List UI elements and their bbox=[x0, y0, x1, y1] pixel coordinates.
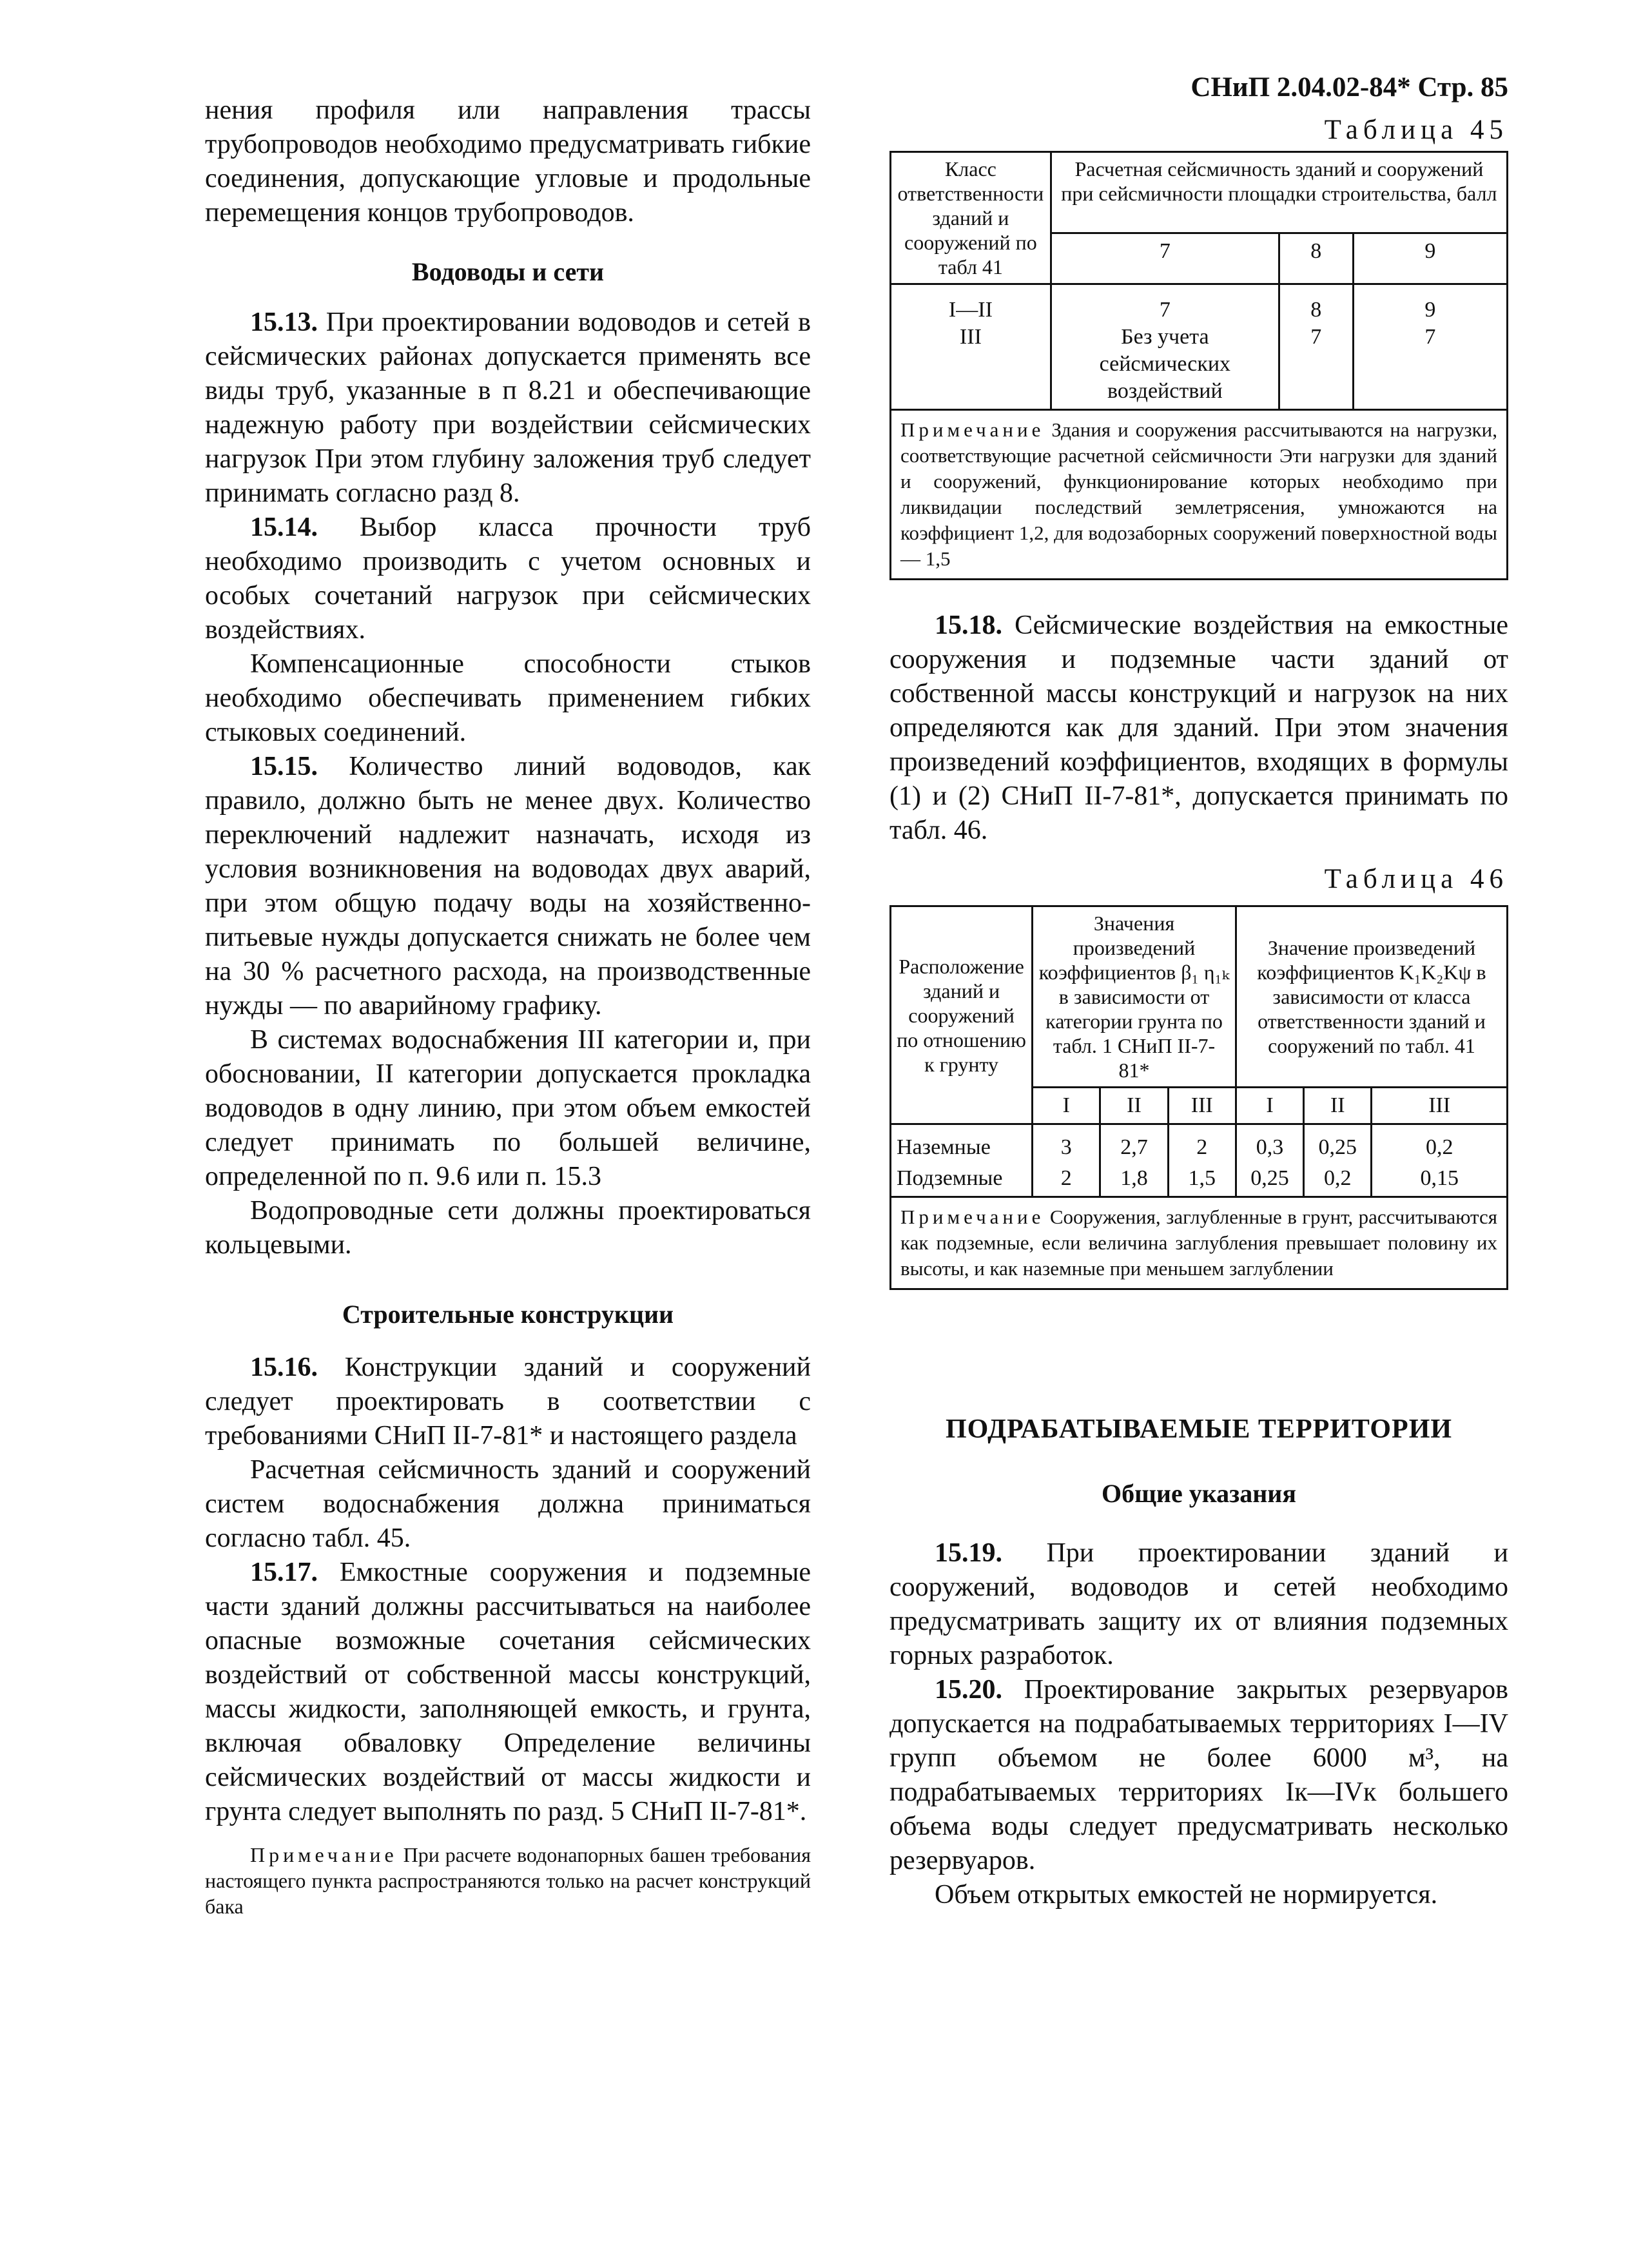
t45-col7-row1: 7 bbox=[1159, 298, 1171, 322]
t46-cell: 0,2 bbox=[1372, 1124, 1508, 1166]
t45-header-seismicity: Расчетная сейсмичность зданий и сооружений при сейсмичности площадки строительства, балл bbox=[1051, 152, 1507, 233]
t46-sub-1: I bbox=[1033, 1088, 1100, 1124]
t45-col9-row1: 9 bbox=[1424, 298, 1436, 322]
section-undermined-heading: ПОДРАБАТЫВАЕМЫЕ ТЕРРИТОРИИ bbox=[945, 1414, 1453, 1444]
t46-row-name: Наземные bbox=[891, 1124, 1033, 1166]
paragraph-number: 15.15. bbox=[250, 752, 318, 781]
paragraph-number: 15.16. bbox=[250, 1353, 318, 1382]
table-46-caption: Таблица 46 bbox=[1324, 864, 1508, 894]
section-structures-heading: Строительные конструкции bbox=[342, 1300, 674, 1329]
paragraph-compensation: Компенсационные способности стыков необходимо обеспечивать применением гибких стыковых соединений. bbox=[205, 649, 811, 747]
note-label: Примечание bbox=[250, 1843, 398, 1866]
paragraph-number: 15.20. bbox=[935, 1675, 1002, 1705]
paragraph-text: Проектирование закрытых резервуаров допускается на подрабатываемых территориях I—IV групп объемом не более 6000 м³, на подрабатываемых территориях Iк—IVк большего объема воды следует предусматривать несколько резервуаров. bbox=[889, 1675, 1509, 1875]
paragraph-15-18 bbox=[889, 609, 1508, 848]
t45-col8-cell bbox=[1279, 284, 1353, 410]
paragraph-15-16 bbox=[205, 1351, 811, 1453]
t45-header-8: 8 bbox=[1279, 233, 1353, 284]
note-text: При расчете водонапорных башен требования настоящего пункта распространяются только на расчет конструкций бака bbox=[205, 1843, 811, 1918]
section-general-heading: Общие указания bbox=[1102, 1479, 1296, 1508]
paragraph-15-20 bbox=[889, 1673, 1508, 1878]
note-text: Сооружения, заглубленные в грунт, рассчитываются как подземные, если величина заглубления превышает половину их высоты, и как наземные при меньшем заглублении bbox=[900, 1206, 1498, 1280]
t46-sub-2: II bbox=[1100, 1088, 1168, 1124]
table-45 bbox=[889, 151, 1508, 580]
paragraph-number: 15.14. bbox=[250, 513, 318, 542]
page-header: СНиП 2.04.02-84* Стр. 85 bbox=[1190, 72, 1508, 103]
paragraph-seismicity: Расчетная сейсмичность зданий и сооружений систем водоснабжения должна приниматься согласно табл. 45. bbox=[205, 1455, 811, 1553]
t46-sub-5: II bbox=[1304, 1088, 1372, 1124]
t45-class-row1: I—II bbox=[948, 298, 993, 322]
paragraph-number: 15.18. bbox=[935, 611, 1002, 640]
paragraph-number: 15.13. bbox=[250, 308, 318, 337]
paragraph-category-3: В системах водоснабжения III категории и, при обосновании, II категории допускается прокладка водоводов в одну линию, при этом объем емкостей следует принимать по большей величине, определенной по п. 9.6 или п. 15.3 bbox=[205, 1025, 811, 1191]
t45-header-class: Класс ответственности зданий и сооружений по табл 41 bbox=[891, 152, 1051, 284]
note-text: Здания и сооружения рассчитываются на нагрузки, соответствующие расчетной сейсмичности Эти нагрузки для зданий и сооружений, функционирование которых необходимо при ликвидации последствий землетрясения, умножаются на коэффициент 1,2, для водозаборных сооружений поверхностной воды — 1,5 bbox=[900, 418, 1498, 570]
paragraph-text: Количество линий водоводов, как правило, должно быть не менее двух. Количество переключений надлежит назначать, исходя из условия возникновения на водоводах двух аварий, при этом общую подачу воды на хозяйственно-питьевые нужды допускается снижать не более чем на 30 % расчетного расхода, на производственные нужды — по аварийному графику. bbox=[205, 752, 811, 1021]
paragraph-text: При проектировании водоводов и сетей в сейсмических районах допускается применять все виды труб, указанные в п 8.21 и обеспечивающие надежную работу при воздействии сейсмических нагрузок При этом глубину заложения труб следует принимать согласно разд 8. bbox=[205, 308, 811, 508]
t45-class-row2: III bbox=[959, 325, 982, 349]
t46-cell: 2 bbox=[1033, 1165, 1100, 1197]
t45-header-9: 9 bbox=[1353, 233, 1507, 284]
note-label: Примечание bbox=[900, 1206, 1045, 1228]
t45-col8-row1: 8 bbox=[1310, 298, 1322, 322]
t46-sub-4: I bbox=[1236, 1088, 1303, 1124]
section-water-heading: Водоводы и сети bbox=[411, 257, 605, 286]
t46-cell: 2 bbox=[1168, 1124, 1236, 1166]
t46-cell: 1,5 bbox=[1168, 1165, 1236, 1197]
paragraph-15-19 bbox=[889, 1536, 1508, 1673]
paragraph-15-13 bbox=[205, 306, 811, 511]
table-45-caption: Таблица 45 bbox=[1324, 115, 1508, 145]
t46-cell: 0,3 bbox=[1236, 1124, 1303, 1166]
t45-class-cell bbox=[891, 284, 1051, 410]
paragraph-text: Конструкции зданий и сооружений следует проектировать в соответствии с требованиями СНиП II-7-81* и настоящего раздела bbox=[205, 1353, 811, 1451]
right-column bbox=[889, 113, 1508, 1912]
t45-col8-row2: 7 bbox=[1310, 325, 1322, 349]
t46-sub-6: III bbox=[1372, 1088, 1508, 1124]
paragraph-15-15 bbox=[205, 750, 811, 1023]
paragraph-text: Сейсмические воздействия на емкостные сооружения и подземные части зданий от собственной массы конструкций и нагрузок на них определяются как для зданий. При этом значения произведений коэффициентов, входящих в формулы (1) и (2) СНиП II-7-81*, допускается принимать по табл. 46. bbox=[889, 611, 1509, 845]
t46-sub-3: III bbox=[1168, 1088, 1236, 1124]
paragraph-15-17 bbox=[205, 1556, 811, 1829]
t46-cell: 0,2 bbox=[1304, 1165, 1372, 1197]
t46-row-name: Подземные bbox=[891, 1165, 1033, 1197]
t45-col7-row2: Без учета сейсмических воздействий bbox=[1099, 325, 1231, 403]
t45-col7-cell bbox=[1051, 284, 1279, 410]
paragraph-open-tanks: Объем открытых емкостей не нормируется. bbox=[935, 1880, 1438, 1910]
t46-cell: 3 bbox=[1033, 1124, 1100, 1166]
note-15-17 bbox=[205, 1842, 811, 1919]
paragraph-ring-networks: Водопроводные сети должны проектироваться кольцевыми. bbox=[205, 1196, 811, 1260]
t46-cell: 1,8 bbox=[1100, 1165, 1168, 1197]
t45-col9-row2: 7 bbox=[1424, 325, 1436, 349]
t46-header-beta: Значения произведений коэффициентов β₁ η₁ₖ в зависимости от категории грунта по табл. 1 СНиП II-7-81* bbox=[1033, 906, 1236, 1088]
t45-col9-cell bbox=[1353, 284, 1507, 410]
t46-header-k: Значение произведений коэффициентов K₁K₂Kψ в зависимости от класса ответственности зданий и сооружений по табл. 41 bbox=[1236, 906, 1507, 1088]
t45-note bbox=[891, 410, 1508, 580]
intro-paragraph: нения профиля или направления трассы трубопроводов необходимо предусматривать гибкие соединения, допускающие угловые и продольные перемещения концов трубопроводов. bbox=[205, 95, 811, 228]
t46-header-location: Расположение зданий и сооружений по отношению к грунту bbox=[891, 906, 1033, 1124]
paragraph-text: Выбор класса прочности труб необходимо производить с учетом основных и особых сочетаний нагрузок при сейсмических воздействиях. bbox=[205, 513, 811, 645]
paragraph-text: Емкостные сооружения и подземные части зданий должны рассчитываться на наиболее опасные возможные сочетания сейсмических воздействий от собственной массы конструкций, массы жидкости, заполняющей емкость, и грунта, включая обваловку Определение величины сейсмических воздействий от массы жидкости и грунта следует выполнять по разд. 5 СНиП II-7-81*. bbox=[205, 1558, 811, 1826]
t46-cell: 0,25 bbox=[1304, 1124, 1372, 1166]
t46-note bbox=[891, 1197, 1508, 1289]
paragraph-number: 15.19. bbox=[935, 1538, 1002, 1568]
t45-header-7: 7 bbox=[1051, 233, 1279, 284]
table-46 bbox=[889, 905, 1508, 1290]
paragraph-text: При проектировании зданий и сооружений, водоводов и сетей необходимо предусматривать защиту их от влияния подземных горных разработок. bbox=[889, 1538, 1509, 1670]
t46-cell: 0,25 bbox=[1236, 1165, 1303, 1197]
t46-cell: 0,15 bbox=[1372, 1165, 1508, 1197]
t46-cell: 2,7 bbox=[1100, 1124, 1168, 1166]
note-label: Примечание bbox=[900, 418, 1045, 441]
paragraph-15-14 bbox=[205, 511, 811, 647]
left-column bbox=[205, 93, 811, 1919]
paragraph-number: 15.17. bbox=[250, 1558, 318, 1587]
